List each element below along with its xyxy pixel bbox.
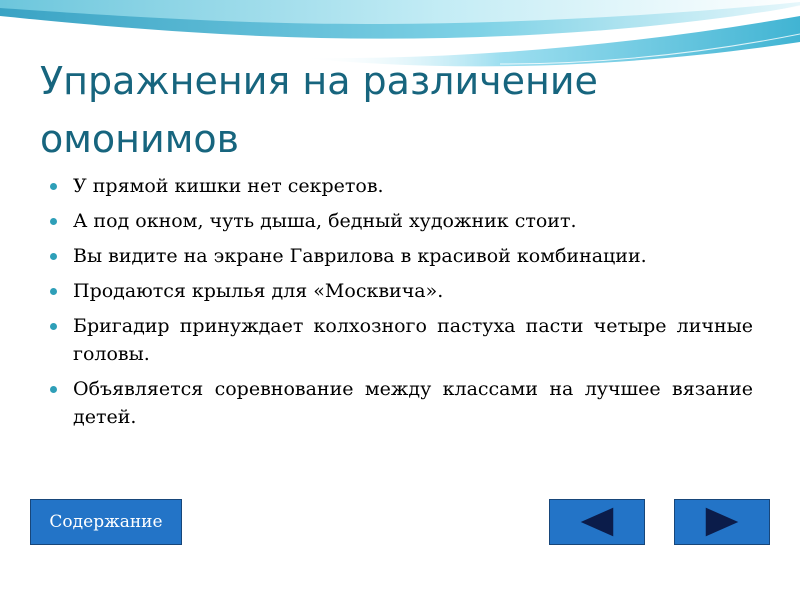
list-item <box>48 242 753 270</box>
bullet-dot-icon <box>50 288 57 295</box>
slide-title: Упражнения на различение омонимов <box>40 59 598 161</box>
bullet-text: Объявляется соревнование между классами на лучшее вязание детей. <box>73 378 753 428</box>
bullet-text: Продаются крылья для «Москвича». <box>73 280 444 302</box>
bullet-text: А под окном, чуть дыша, бедный художник стоит. <box>73 210 577 232</box>
bullet-text: Бригадир принуждает колхозного пастуха пасти четыре личные головы. <box>73 315 753 365</box>
bullet-list <box>48 172 753 438</box>
contents-button[interactable] <box>30 499 182 545</box>
bullet-dot-icon <box>50 218 57 225</box>
triangle-right-icon <box>675 500 769 544</box>
list-item <box>48 312 753 368</box>
triangle-left-icon <box>550 500 644 544</box>
bullet-dot-icon <box>50 323 57 330</box>
list-item <box>48 277 753 305</box>
list-item <box>48 207 753 235</box>
bullet-dot-icon <box>50 183 57 190</box>
bullet-text: У прямой кишки нет секретов. <box>73 175 384 197</box>
bullet-text: Вы видите на экране Гаврилова в красивой комбинации. <box>73 245 647 267</box>
list-item <box>48 172 753 200</box>
previous-slide-button[interactable] <box>549 499 645 545</box>
contents-button-label: Содержание <box>49 512 163 532</box>
next-slide-button[interactable] <box>674 499 770 545</box>
bullet-dot-icon <box>50 386 57 393</box>
list-item <box>48 375 753 431</box>
bullet-dot-icon <box>50 253 57 260</box>
